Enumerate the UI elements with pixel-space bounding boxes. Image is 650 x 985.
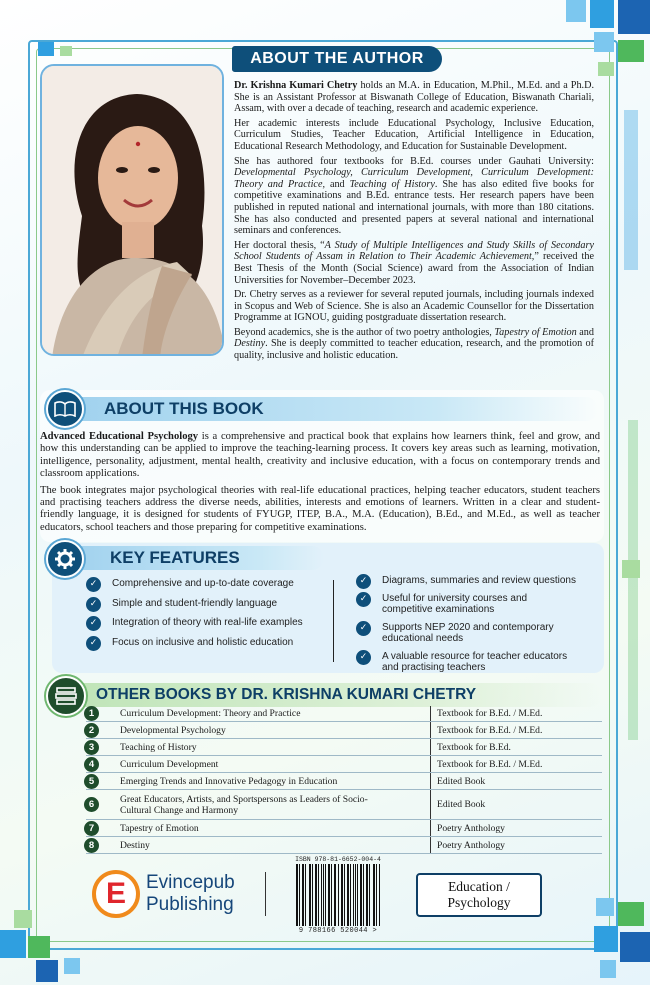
book-type-cell: Poetry Anthology bbox=[437, 822, 505, 834]
feature-text: Comprehensive and up-to-date coverage bbox=[112, 578, 294, 589]
book-type-cell: Textbook for B.Ed. / M.Ed. bbox=[437, 708, 543, 719]
author-bio-text: and bbox=[576, 326, 594, 338]
author-photo bbox=[40, 64, 224, 356]
deco-square bbox=[594, 32, 614, 52]
deco-square bbox=[598, 62, 614, 76]
row-number-badge: 3 bbox=[84, 740, 99, 755]
publisher-logo bbox=[92, 870, 140, 918]
category-label bbox=[416, 873, 542, 917]
category-line: Psychology bbox=[447, 895, 511, 910]
author-bio-paragraph bbox=[234, 80, 594, 115]
feature-text: Diagrams, summaries and review questions bbox=[382, 575, 576, 586]
row-number-badge: 5 bbox=[84, 774, 99, 789]
book-type-cell: Textbook for B.Ed. / M.Ed. bbox=[437, 758, 543, 770]
feature-text: A valuable resource for teacher educators and practising teachers bbox=[382, 650, 568, 673]
deco-square bbox=[36, 960, 58, 982]
publisher-name-line: Publishing bbox=[146, 894, 234, 915]
table-row bbox=[86, 820, 602, 837]
row-number-badge: 7 bbox=[84, 821, 99, 836]
feature-item bbox=[86, 637, 326, 649]
about-book-heading bbox=[58, 397, 598, 421]
row-number-badge: 8 bbox=[84, 838, 99, 853]
deco-square bbox=[38, 42, 54, 56]
table-row bbox=[86, 706, 602, 722]
author-bio-paragraph bbox=[234, 156, 594, 237]
deco-strip bbox=[628, 420, 638, 740]
about-book-heading-text: ABOUT THIS BOOK bbox=[104, 399, 264, 418]
author-bio-text: holds an M.A. in Education, M.Phil., M.Ed. and a Ph.D. She is an Assistant Professor at Biswanath College of Education, Biswanath Chariali, Assam, with over a decade of teaching, research and academic experience. bbox=[234, 80, 594, 115]
author-bio-paragraph bbox=[234, 240, 594, 286]
author-bio-paragraph: Her academic interests include Educational Psychology, Inclusive Education, Curriculum Studies, Teacher Education, Artificial Intelligence in Education, Educational Research Methodology, and Education for Sustainable Development. bbox=[234, 117, 594, 152]
publisher-divider bbox=[265, 872, 266, 916]
deco-square bbox=[618, 902, 644, 926]
book-type-cell: Edited Book bbox=[437, 799, 486, 810]
about-book-paragraph: The book integrates major psychological theories with real-life educational practices, helping teacher educators, student teachers and practising teachers address the diverse needs, abilities, interests and emotions of learners. Written in a clear and student-friendly language, it is designed for students of FYUGP, ITEP, B.A., M.A. (Education), B.Ed., and M.Ed., as well as teacher educators, school teachers and those preparing for competitive examinations. bbox=[40, 484, 600, 533]
author-bio-text: Beyond academics, she is the author of two poetry anthologies, bbox=[234, 326, 495, 338]
author-bio-text: She has authored four textbooks for B.Ed. courses under Gauhati University: bbox=[234, 155, 594, 167]
deco-square bbox=[596, 898, 614, 916]
book-title-cell: Developmental Psychology bbox=[120, 724, 226, 736]
about-author-heading bbox=[232, 46, 442, 72]
table-row bbox=[86, 837, 602, 854]
column-divider bbox=[430, 739, 431, 755]
publisher-logo-letter: E bbox=[105, 877, 126, 910]
book-type-cell: Textbook for B.Ed. bbox=[437, 741, 511, 753]
book-type-cell: Edited Book bbox=[437, 775, 486, 787]
features-right-list bbox=[356, 575, 596, 674]
column-divider bbox=[430, 790, 431, 819]
deco-square bbox=[620, 932, 650, 962]
author-bio-paragraph: Dr. Chetry serves as a reviewer for several reputed journals, including journals indexed in Scopus and Web of Science. She is also an Academic Counsellor for the Dissertation Programme at IGNOU, guiding postgraduate dissertation research. bbox=[234, 289, 594, 324]
book-title-cell: Curriculum Development bbox=[120, 758, 219, 770]
book-type-cell: Textbook for B.Ed. / M.Ed. bbox=[437, 724, 543, 736]
barcode-digits: 9 788166 520044 > bbox=[298, 927, 378, 935]
author-portrait-illustration bbox=[42, 66, 224, 356]
deco-square bbox=[14, 910, 32, 928]
author-bio-text: ” received the Best Thesis of the Month (Social Science) award from the Association of Indian Universities for November–December 2023. bbox=[234, 251, 594, 286]
deco-square bbox=[594, 926, 618, 952]
author-bio-paragraph bbox=[234, 327, 594, 362]
check-icon: ✓ bbox=[86, 636, 101, 651]
feature-item bbox=[86, 578, 326, 590]
author-name: Dr. Krishna Kumari Chetry bbox=[234, 80, 358, 91]
column-divider bbox=[430, 706, 431, 721]
open-book-icon bbox=[46, 390, 84, 428]
feature-item bbox=[356, 622, 571, 645]
book-title-cell: Curriculum Development: Theory and Practice bbox=[120, 708, 301, 719]
feature-text: Useful for university courses and competitive examinations bbox=[382, 592, 528, 615]
feature-item bbox=[86, 617, 326, 629]
feature-item bbox=[356, 593, 556, 616]
gear-icon bbox=[46, 540, 84, 578]
table-row bbox=[86, 790, 602, 820]
books-stack-icon bbox=[46, 676, 86, 716]
row-number-badge: 4 bbox=[84, 757, 99, 772]
book-title: Destiny bbox=[234, 338, 266, 350]
book-title-cell: Teaching of History bbox=[120, 741, 197, 753]
column-divider bbox=[430, 837, 431, 853]
book-title-cell: Destiny bbox=[120, 839, 150, 851]
check-icon: ✓ bbox=[356, 650, 371, 665]
table-row bbox=[86, 773, 602, 790]
check-icon: ✓ bbox=[86, 616, 101, 631]
row-number-badge: 1 bbox=[84, 706, 99, 721]
feature-item bbox=[356, 651, 576, 674]
check-icon: ✓ bbox=[356, 574, 371, 589]
author-bio bbox=[234, 80, 594, 365]
table-row bbox=[86, 722, 602, 739]
column-divider bbox=[430, 722, 431, 738]
author-bio-text: . She has also edited five books for competitive examinations and B.Ed. entrance tests. Her research papers have been published in reputed national and international journals, with more than 180 citations. She has also conducted and presented papers at several national and international seminars and conferences. bbox=[234, 178, 594, 237]
thesis-title: A Study of Multiple Intelligences and Study Skills of Secondary School Students of Assam in Relation to Their Academic Achievement, bbox=[234, 239, 594, 263]
other-books-table bbox=[86, 706, 602, 854]
category-line: Education / bbox=[448, 879, 510, 894]
author-bio-text: Her doctoral thesis, “ bbox=[234, 239, 325, 251]
deco-square bbox=[566, 0, 586, 22]
feature-text: Focus on inclusive and holistic education bbox=[112, 636, 294, 648]
column-divider bbox=[430, 756, 431, 772]
author-bio-text: . She is deeply committed to teacher education, research, and the promotion of quality, inclusive and holistic education. bbox=[234, 338, 594, 362]
feature-item bbox=[86, 598, 326, 610]
deco-square bbox=[622, 560, 640, 578]
other-books-heading-text: OTHER BOOKS BY DR. KRISHNA KUMARI CHETRY bbox=[96, 686, 477, 703]
row-number-badge: 2 bbox=[84, 723, 99, 738]
barcode-bars bbox=[296, 864, 380, 926]
feature-text: Integration of theory with real-life examples bbox=[112, 617, 303, 628]
key-features-heading-text: KEY FEATURES bbox=[110, 548, 240, 567]
book-title-cell: Tapestry of Emotion bbox=[120, 822, 199, 834]
column-divider bbox=[430, 820, 431, 836]
feature-text: Supports NEP 2020 and contemporary educational needs bbox=[382, 621, 554, 644]
check-icon: ✓ bbox=[356, 592, 371, 607]
table-row bbox=[86, 756, 602, 773]
publisher-name bbox=[146, 872, 235, 916]
check-icon: ✓ bbox=[356, 621, 371, 636]
deco-square bbox=[28, 936, 50, 958]
other-books-heading bbox=[68, 683, 602, 707]
isbn-barcode bbox=[292, 856, 384, 940]
row-number-badge: 6 bbox=[84, 797, 99, 812]
about-book-paragraph bbox=[40, 431, 600, 481]
check-icon: ✓ bbox=[86, 597, 101, 612]
about-book-text-span: is a comprehensive and practical book that explains how learners think, feel and grow, and how this understanding can be applied to improve the teaching-learning process. It covers key areas such as learning, motivation, intelligence, personality, adjustment, mental health, creativity and inclusive education, with a focus on contemporary trends and classroom applications. bbox=[40, 431, 601, 480]
book-title-cell: Emerging Trends and Innovative Pedagogy in Education bbox=[120, 775, 338, 787]
key-features-heading bbox=[64, 546, 324, 570]
book-title: Teaching of History bbox=[349, 178, 435, 190]
isbn-label: ISBN 978-81-6652-004-4 bbox=[295, 856, 381, 863]
book-type-cell: Poetry Anthology bbox=[437, 839, 505, 851]
book-titles: Developmental Psychology, Curriculum Development, Curriculum Development: Theory and Practice, bbox=[234, 167, 594, 190]
book-title: Advanced Educational Psychology bbox=[40, 431, 199, 442]
check-icon: ✓ bbox=[86, 577, 101, 592]
table-row bbox=[86, 739, 602, 756]
column-divider bbox=[430, 773, 431, 789]
features-divider bbox=[333, 580, 334, 662]
about-author-heading-text: ABOUT THE AUTHOR bbox=[250, 50, 424, 67]
about-book-text bbox=[40, 431, 600, 538]
deco-square bbox=[618, 40, 644, 62]
publisher-name-line: Evincepub bbox=[146, 872, 235, 893]
feature-text: Simple and student-friendly language bbox=[112, 597, 278, 609]
author-bio-text: and bbox=[325, 178, 350, 190]
deco-square bbox=[0, 930, 26, 958]
features-left-list bbox=[86, 578, 326, 648]
deco-square bbox=[590, 0, 614, 28]
feature-item bbox=[356, 575, 596, 587]
deco-square bbox=[60, 46, 72, 56]
deco-square bbox=[64, 958, 80, 974]
book-title: Tapestry of Emotion bbox=[494, 326, 577, 338]
book-title-cell: Great Educators, Artists, and Sportspersons as Leaders of Socio-Cultural Change and Harmony bbox=[120, 793, 368, 816]
deco-square bbox=[618, 0, 650, 34]
deco-strip bbox=[624, 110, 638, 270]
deco-square bbox=[600, 960, 616, 978]
